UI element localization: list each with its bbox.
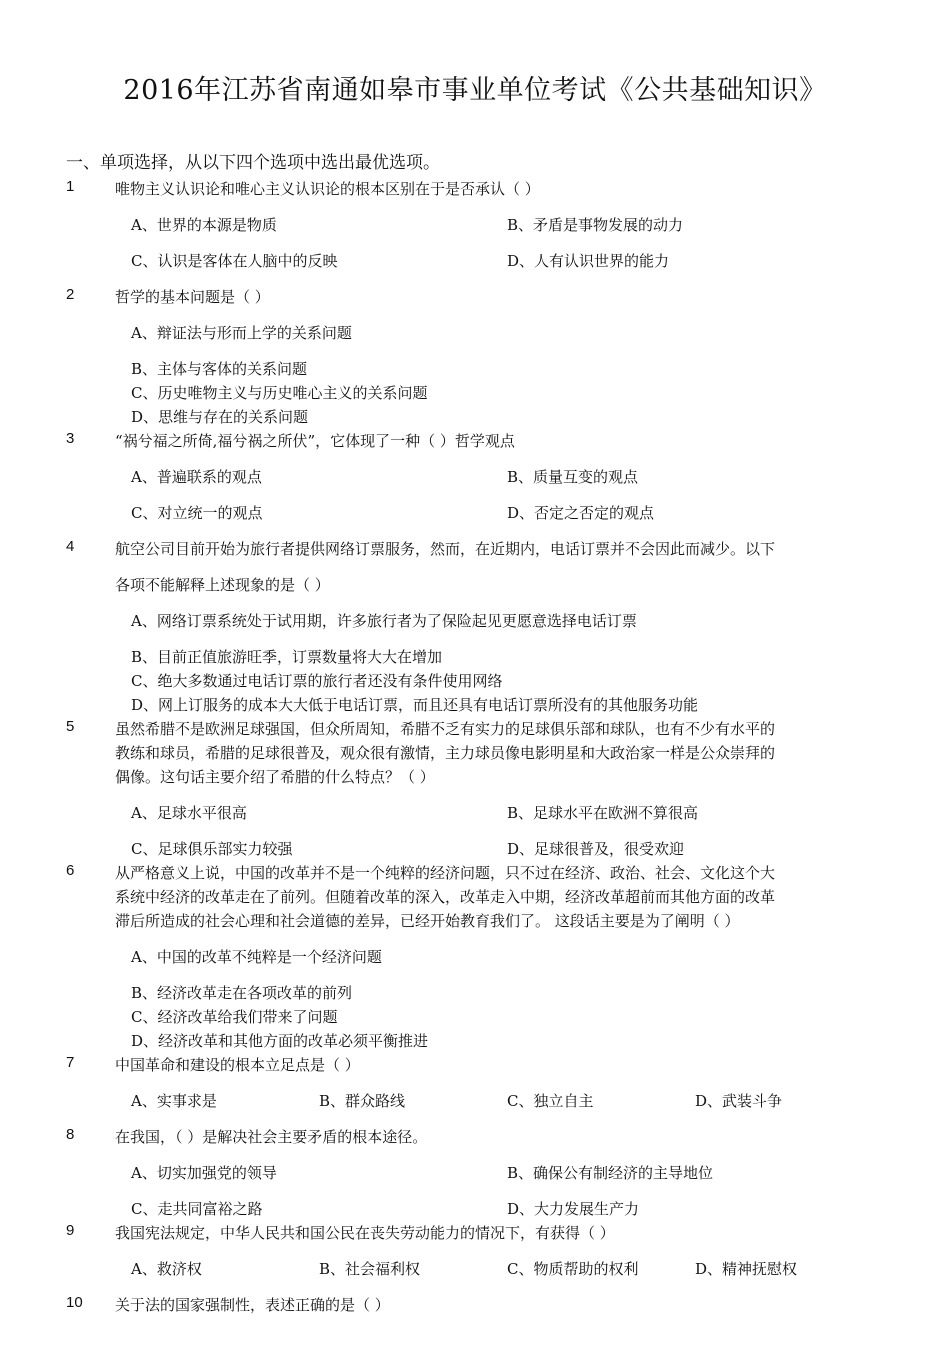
option-b: B、足球水平在欧洲不算很高 (507, 804, 699, 822)
question-text: 滞后所造成的社会心理和社会道德的差异，已经开始教育我们了。 这段话主要是为了阐明（ ） (115, 912, 740, 930)
question-text: 偶像。这句话主要介绍了希腊的什么特点？（ ） (115, 768, 435, 786)
option-c: C、绝大多数通过电话订票的旅行者还没有条件使用网络 (131, 672, 503, 690)
option-b: B、矛盾是事物发展的动力 (507, 216, 684, 234)
option-d: D、足球很普及，很受欢迎 (507, 840, 685, 858)
option-a: A、世界的本源是物质 (131, 216, 277, 234)
option-a: A、网络订票系统处于试用期，许多旅行者为了保险起见更愿意选择电话订票 (131, 612, 637, 630)
question-number: 1 (66, 178, 75, 195)
option-d: D、武装斗争 (695, 1092, 783, 1110)
option-c: C、认识是客体在人脑中的反映 (131, 252, 338, 270)
question-number: 10 (66, 1294, 83, 1311)
question-text: 中国革命和建设的根本立足点是（ ） (115, 1056, 360, 1074)
option-b: B、经济改革走在各项改革的前列 (131, 984, 353, 1002)
question-text: 我国宪法规定，中华人民共和国公民在丧失劳动能力的情况下，有获得（ ） (115, 1224, 615, 1242)
option-a: A、实事求是 (131, 1092, 217, 1110)
option-a: A、切实加强党的领导 (131, 1164, 277, 1182)
question-text: 系统中经济的改革走在了前列。但随着改革的深入，改革走入中期，经济改革超前而其他方面的改革 (115, 888, 776, 906)
question-text: 从严格意义上说，中国的改革并不是一个纯粹的经济问题，只不过在经济、政治、社会、文化这个大 (115, 864, 776, 882)
option-b: B、质量互变的观点 (507, 468, 639, 486)
option-c: C、历史唯物主义与历史唯心主义的关系问题 (131, 384, 428, 402)
question-number: 2 (66, 286, 75, 303)
question-text: 航空公司目前开始为旅行者提供网络订票服务，然而，在近期内，电话订票并不会因此而减少。以下 (115, 540, 776, 558)
option-d: D、经济改革和其他方面的改革必须平衡推进 (131, 1032, 429, 1050)
question-number: 8 (66, 1126, 75, 1143)
option-d: D、否定之否定的观点 (507, 504, 655, 522)
option-d: D、大力发展生产力 (507, 1200, 640, 1218)
question-number: 9 (66, 1222, 75, 1239)
option-c: C、物质帮助的权利 (507, 1260, 639, 1278)
question-number: 4 (66, 538, 75, 555)
option-a: A、救济权 (131, 1260, 202, 1278)
option-d: D、网上订服务的成本大大低于电话订票，而且还具有电话订票所没有的其他服务功能 (131, 696, 699, 714)
option-a: A、中国的改革不纯粹是一个经济问题 (131, 948, 382, 966)
option-c: C、独立自主 (507, 1092, 594, 1110)
question-text: 教练和球员，希腊的足球很普及，观众很有激情，主力球员像电影明星和大政治家一样是公众崇拜的 (115, 744, 776, 762)
option-c: C、走共同富裕之路 (131, 1200, 263, 1218)
question-text: 在我国，（ ）是解决社会主要矛盾的根本途径。 (115, 1128, 428, 1146)
option-d: D、精神抚慰权 (695, 1260, 798, 1278)
option-b: B、目前正值旅游旺季，订票数量将大大在增加 (131, 648, 443, 666)
option-a: A、普遍联系的观点 (131, 468, 262, 486)
question-text: 虽然希腊不是欧洲足球强国，但众所周知，希腊不乏有实力的足球俱乐部和球队，也有不少有水平的 (115, 720, 776, 738)
option-d: D、思维与存在的关系问题 (131, 408, 309, 426)
question-text: 关于法的国家强制性，表述正确的是（ ） (115, 1296, 390, 1314)
option-a: A、足球水平很高 (131, 804, 247, 822)
option-b: B、确保公有制经济的主导地位 (507, 1164, 714, 1182)
question-number: 7 (66, 1054, 75, 1071)
question-number: 6 (66, 862, 75, 879)
option-c: C、经济改革给我们带来了问题 (131, 1008, 338, 1026)
question-text: 哲学的基本问题是（ ） (115, 288, 270, 306)
section-heading: 一、单项选择，从以下四个选项中选出最优选项。 (66, 153, 440, 173)
question-text: “祸兮福之所倚,福兮祸之所伏”，它体现了一种（ ）哲学观点 (115, 432, 515, 450)
option-b: B、社会福利权 (319, 1260, 421, 1278)
option-b: B、主体与客体的关系问题 (131, 360, 308, 378)
option-b: B、群众路线 (319, 1092, 406, 1110)
option-d: D、人有认识世界的能力 (507, 252, 670, 270)
option-c: C、足球俱乐部实力较强 (131, 840, 293, 858)
page-title: 2016年江苏省南通如皋市事业单位考试《公共基础知识》 (123, 75, 827, 106)
option-c: C、对立统一的观点 (131, 504, 263, 522)
question-number: 3 (66, 430, 75, 447)
question-number: 5 (66, 718, 75, 735)
question-text: 各项不能解释上述现象的是（ ） (115, 576, 330, 594)
question-text: 唯物主义认识论和唯心主义认识论的根本区别在于是否承认（ ） (115, 180, 540, 198)
option-a: A、辩证法与形而上学的关系问题 (131, 324, 352, 342)
